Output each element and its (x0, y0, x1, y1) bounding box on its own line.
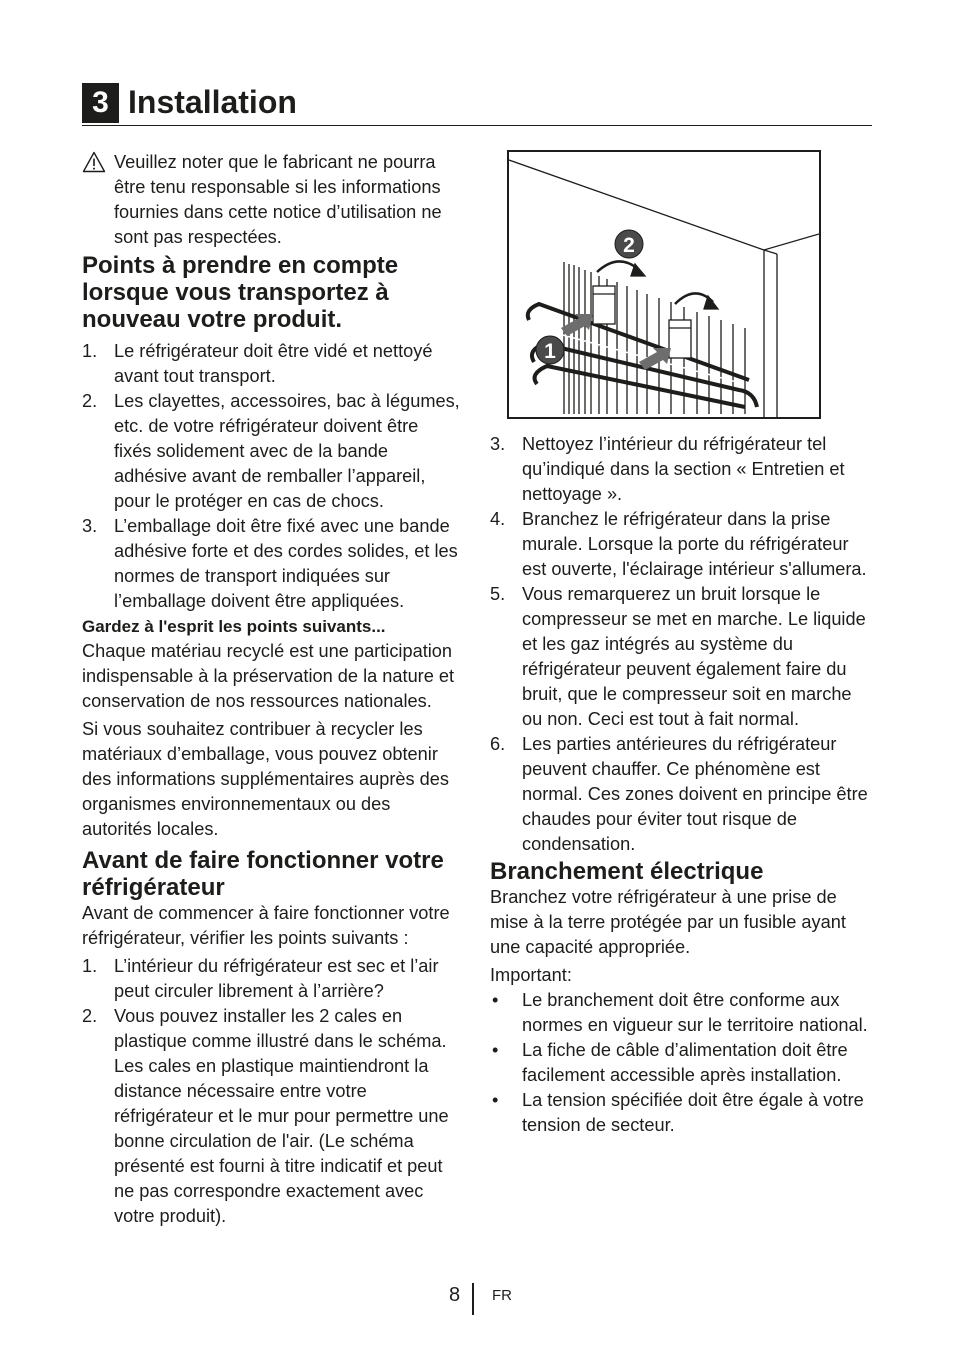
before-operation-heading: Avant de faire fonctionner votre réfrigérateur (82, 847, 444, 901)
right-column (490, 150, 874, 1138)
list-item: • Le branchement doit être conforme aux normes en vigueur sur le territoire national. (492, 990, 868, 1035)
diagram-label-2: 2 (623, 234, 635, 257)
important-label: Important: (490, 965, 572, 985)
chapter-number: 3 (82, 83, 119, 123)
list-item: 2. Vous pouvez installer les 2 cales en plastique comme illustré dans le schéma. Les cales en plastique maintiendront la distance nécessaire entre votre réfrigérateur et le mur pour permettre une bonne circulation de l'air. (Le schéma présenté est fourni à titre indicatif et peut ne pas correspondre exactement avec votre produit). (82, 1006, 449, 1226)
list-item: 4. Branchez le réfrigérateur dans la prise murale. Lorsque la porte du réfrigérateur est ouverte, l'éclairage intérieur s'allumera. (490, 509, 867, 579)
important-list (490, 988, 874, 1138)
left-column (82, 150, 460, 1229)
list-item: 1. Le réfrigérateur doit être vidé et nettoyé avant tout transport. (82, 341, 433, 386)
chapter-header (82, 83, 872, 126)
chapter-title: Installation (128, 84, 297, 120)
keep-in-mind-heading: Gardez à l'esprit les points suivants... (82, 617, 386, 636)
list-item: 6. Les parties antérieures du réfrigérateur peuvent chauffer. Ce phénomène est normal. Ces zones doivent en principe être chaudes pour éviter tout risque de condensation. (490, 734, 868, 854)
language-code: FR (492, 1287, 512, 1304)
list-item: 5. Vous remarquerez un bruit lorsque le compresseur se met en marche. Le liquide et les gaz intégrés au système du réfrigérateur peuvent également faire du bruit, que le compresseur soit en marche ou non. Ceci est tout à fait normal. (490, 584, 866, 729)
list-item: • La fiche de câble d’alimentation doit être facilement accessible après installation. (492, 1040, 848, 1085)
list-item: 2. Les clayettes, accessoires, bac à légumes, etc. de votre réfrigérateur doivent être fixés solidement avec de la bande adhésive avant de remballer l’appareil, pour le protéger en cas de chocs. (82, 391, 460, 511)
footer-divider (472, 1283, 474, 1315)
page-number: 8 (449, 1284, 461, 1306)
electrical-connection-paragraph: Branchez votre réfrigérateur à une prise de mise à la terre protégée par un fusible ayant une capacité appropriée. (490, 887, 846, 957)
list-item: • La tension spécifiée doit être égale à votre tension de secteur. (492, 1090, 864, 1135)
transport-list (82, 339, 460, 614)
before-operation-intro: Avant de commencer à faire fonctionner votre réfrigérateur, vérifier les points suivants : (82, 903, 450, 948)
recycle-paragraph-1: Chaque matériau recyclé est une participation indispensable à la préservation de la nature et conservation de nos ressources nationales. (82, 641, 455, 711)
installation-steps-list (490, 432, 874, 857)
spacer-installation-diagram (507, 150, 821, 419)
list-item: 3. L’emballage doit être fixé avec une bande adhésive forte et des cordes solides, et les normes de transport indiquées sur l’emballage doivent être appliquées. (82, 516, 458, 611)
warning-note (82, 150, 460, 250)
diagram-illustration (509, 152, 819, 417)
recycle-paragraph-2: Si vous souhaitez contribuer à recycler les matériaux d’emballage, vous pouvez obtenir des informations supplémentaires auprès des organismes environnementaux ou des autorités locales. (82, 719, 449, 839)
diagram-label-1: 1 (544, 340, 556, 363)
warning-triangle-icon (82, 151, 106, 173)
warning-text: Veuillez noter que le fabricant ne pourra être tenu responsable si les informations fournies dans cette notice d’utilisation ne sont pas respectées. (114, 152, 442, 247)
electrical-connection-heading: Branchement électrique (490, 858, 764, 885)
list-item: 1. L’intérieur du réfrigérateur est sec et l’air peut circuler librement à l’arrière? (82, 956, 439, 1001)
list-item: 3. Nettoyez l’intérieur du réfrigérateur tel qu’indiqué dans la section « Entretien et nettoyage ». (490, 434, 845, 504)
before-operation-list (82, 954, 460, 1229)
transport-heading: Points à prendre en compte lorsque vous transportez à nouveau votre produit. (82, 252, 399, 333)
